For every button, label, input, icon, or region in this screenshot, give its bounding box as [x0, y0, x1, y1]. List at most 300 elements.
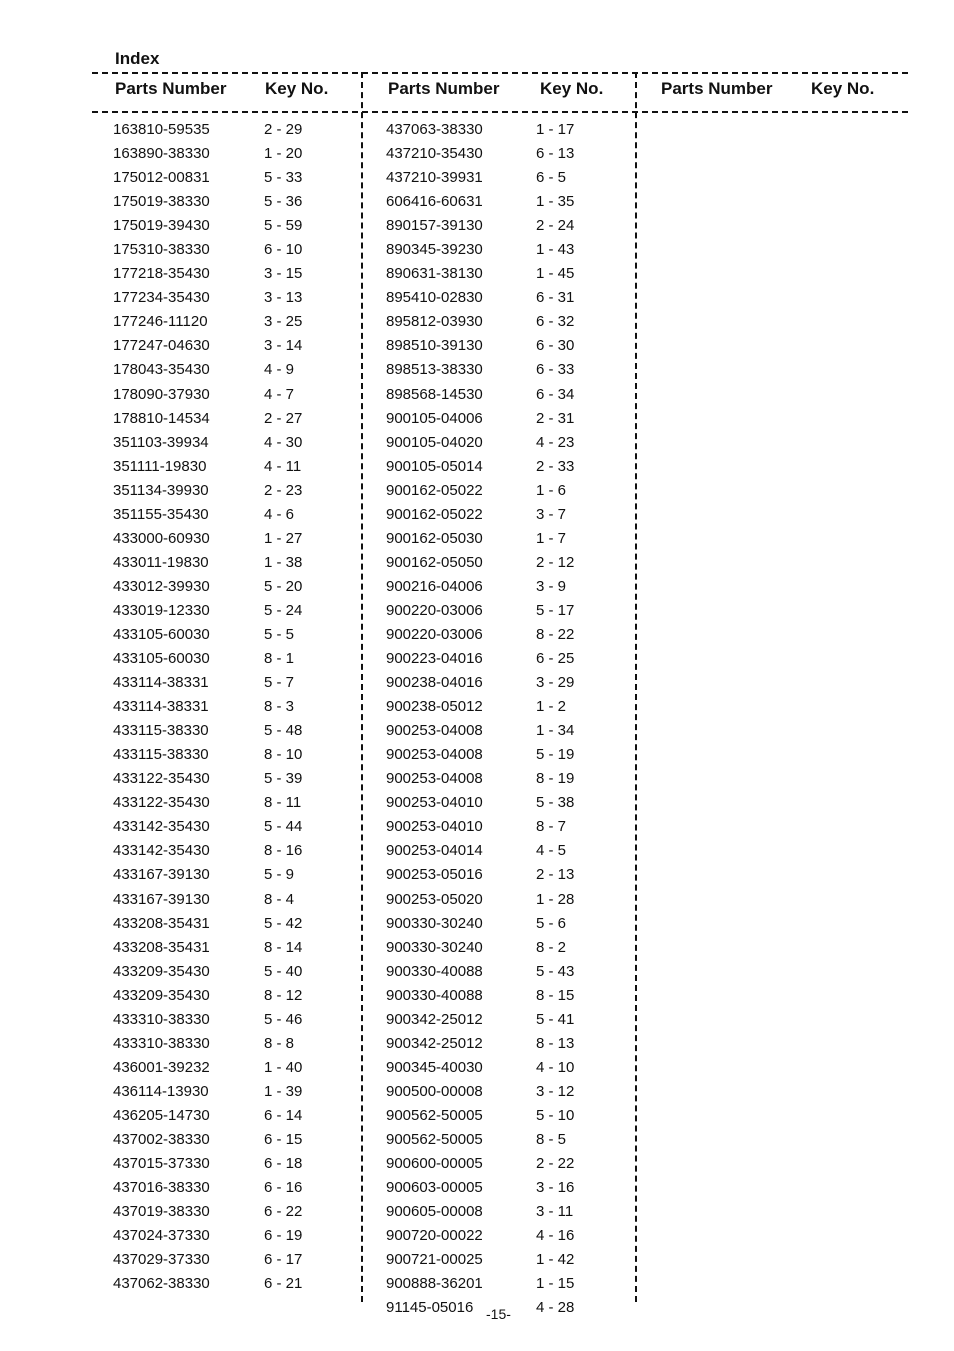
parts-number: 890345-39230 [386, 241, 483, 259]
parts-number: 900253-04008 [386, 746, 483, 764]
parts-number: 175012-00831 [113, 169, 210, 187]
table-row [113, 264, 353, 288]
key-no: 4 - 28 [536, 1299, 575, 1317]
table-row [386, 336, 626, 360]
table-row [386, 409, 626, 433]
key-no: 2 - 13 [536, 866, 575, 884]
table-row [386, 1274, 626, 1298]
parts-number: 900888-36201 [386, 1275, 483, 1293]
parts-number: 91145-05016 [386, 1299, 474, 1317]
parts-number: 433115-38330 [113, 722, 209, 740]
table-row [386, 697, 626, 721]
parts-number: 175019-38330 [113, 193, 210, 211]
table-row [113, 433, 353, 457]
parts-number: 163810-59535 [113, 121, 210, 138]
table-row [113, 697, 353, 721]
key-no: 5 - 10 [536, 1106, 575, 1124]
parts-number: 900162-05022 [386, 481, 483, 499]
parts-number: 900253-04010 [386, 794, 483, 812]
key-no: 5 - 20 [264, 577, 303, 595]
parts-number: 163890-38330 [113, 145, 210, 163]
table-row [113, 1130, 353, 1154]
table-row [113, 817, 353, 841]
table-row [386, 240, 626, 264]
table-row [113, 1178, 353, 1202]
key-no: 4 - 7 [264, 385, 295, 403]
parts-number: 900253-05020 [386, 890, 483, 908]
table-row [113, 649, 353, 673]
key-no: 6 - 15 [264, 1130, 303, 1148]
table-row [386, 625, 626, 649]
parts-number: 433310-38330 [113, 1010, 210, 1028]
table-row [386, 962, 626, 986]
table-row [113, 529, 353, 553]
parts-number: 437210-35430 [386, 145, 483, 163]
key-no: 5 - 42 [264, 914, 303, 932]
parts-number: 900105-04020 [386, 433, 483, 451]
key-no: 1 - 15 [536, 1275, 575, 1293]
key-no: 1 - 20 [264, 145, 303, 163]
key-no: 6 - 21 [264, 1275, 303, 1293]
parts-number: 900342-25012 [386, 1034, 483, 1052]
table-row [113, 385, 353, 409]
col3-key-no-header: Key No. [811, 79, 875, 98]
key-no: 1 - 6 [536, 481, 567, 499]
table-row [386, 1106, 626, 1130]
parts-number: 900216-04006 [386, 577, 483, 595]
parts-number: 433105-60030 [113, 650, 210, 668]
table-row [386, 1130, 626, 1154]
parts-number: 900603-00005 [386, 1179, 483, 1197]
key-no: 4 - 10 [536, 1058, 575, 1076]
header-top-rule [92, 72, 908, 74]
parts-number: 433122-35430 [113, 794, 210, 812]
key-no: 4 - 11 [264, 457, 302, 475]
parts-number: 900562-50005 [386, 1130, 483, 1148]
key-no: 5 - 38 [536, 794, 575, 812]
key-no: 6 - 30 [536, 337, 575, 355]
table-row [113, 841, 353, 865]
table-row [113, 986, 353, 1010]
table-row [386, 938, 626, 962]
parts-number: 433122-35430 [113, 770, 210, 788]
table-row [113, 914, 353, 938]
key-no: 5 - 59 [264, 217, 303, 235]
table-row [386, 817, 626, 841]
table-row [113, 120, 353, 144]
table-row [386, 841, 626, 865]
table-row [386, 120, 626, 144]
parts-number: 900253-04008 [386, 722, 483, 740]
table-row [386, 649, 626, 673]
key-no: 3 - 14 [264, 337, 303, 355]
key-no: 8 - 1 [264, 650, 295, 668]
key-no: 3 - 13 [264, 289, 303, 307]
table-row [386, 1226, 626, 1250]
table-row [113, 673, 353, 697]
parts-number: 175019-39430 [113, 217, 210, 235]
key-no: 2 - 12 [536, 553, 575, 571]
parts-number: 351103-39934 [113, 433, 209, 451]
parts-number: 177234-35430 [113, 289, 210, 307]
parts-number: 433208-35431 [113, 914, 210, 932]
table-row [113, 962, 353, 986]
table-row [113, 336, 353, 360]
key-no: 6 - 5 [536, 169, 567, 187]
table-row [113, 312, 353, 336]
table-row [113, 890, 353, 914]
key-no: 6 - 17 [264, 1251, 303, 1269]
table-row [386, 192, 626, 216]
col2-key-no-header: Key No. [540, 79, 604, 98]
parts-number: 895812-03930 [386, 313, 483, 331]
table-row [386, 914, 626, 938]
table-row [386, 673, 626, 697]
parts-number: 900162-05030 [386, 529, 483, 547]
parts-number: 433310-38330 [113, 1034, 210, 1052]
key-no: 1 - 7 [536, 529, 567, 547]
key-no: 6 - 22 [264, 1203, 303, 1221]
parts-number: 433208-35431 [113, 938, 210, 956]
parts-number: 433142-35430 [113, 842, 210, 860]
index-title: Index [115, 49, 160, 68]
table-row [386, 745, 626, 769]
key-no: 2 - 29 [264, 121, 303, 138]
table-row [386, 1154, 626, 1178]
key-no: 3 - 15 [264, 265, 303, 283]
table-row [113, 1226, 353, 1250]
parts-number: 437016-38330 [113, 1179, 210, 1197]
parts-number: 900342-25012 [386, 1010, 483, 1028]
table-row [386, 385, 626, 409]
table-row [113, 505, 353, 529]
key-no: 1 - 43 [536, 241, 575, 259]
table-row [113, 601, 353, 625]
table-row [113, 1082, 353, 1106]
key-no: 6 - 34 [536, 385, 575, 403]
key-no: 2 - 27 [264, 409, 303, 427]
table-row [113, 721, 353, 745]
parts-number: 437210-39931 [386, 169, 483, 187]
parts-number: 900253-04014 [386, 842, 483, 860]
parts-number: 895410-02830 [386, 289, 483, 307]
parts-number: 351111-19830 [113, 457, 207, 475]
parts-number: 900253-04008 [386, 770, 483, 788]
key-no: 5 - 40 [264, 962, 303, 980]
parts-number: 900330-40088 [386, 962, 483, 980]
parts-column-2 [386, 120, 626, 1322]
parts-number: 900605-00008 [386, 1203, 483, 1221]
key-no: 1 - 45 [536, 265, 575, 283]
table-row [386, 1202, 626, 1226]
key-no: 1 - 39 [264, 1082, 303, 1100]
parts-number: 606416-60631 [386, 193, 483, 211]
parts-number: 900345-40030 [386, 1058, 483, 1076]
parts-number: 900162-05050 [386, 553, 483, 571]
parts-number: 900330-30240 [386, 914, 483, 932]
key-no: 5 - 36 [264, 193, 303, 211]
parts-number: 898568-14530 [386, 385, 483, 403]
table-row [386, 1034, 626, 1058]
parts-number: 437015-37330 [113, 1155, 210, 1173]
table-row [113, 288, 353, 312]
table-row [386, 360, 626, 384]
table-row [113, 1010, 353, 1034]
parts-number: 900253-04010 [386, 818, 483, 836]
table-row [386, 890, 626, 914]
key-no: 2 - 23 [264, 481, 303, 499]
table-row [386, 264, 626, 288]
key-no: 6 - 31 [536, 289, 575, 307]
parts-number: 433114-38331 [113, 674, 209, 692]
key-no: 5 - 46 [264, 1010, 303, 1028]
table-row [386, 481, 626, 505]
parts-number: 900330-40088 [386, 986, 483, 1004]
parts-number: 900562-50005 [386, 1106, 483, 1124]
parts-number: 177218-35430 [113, 265, 210, 283]
parts-number: 178043-35430 [113, 361, 210, 379]
table-row [113, 1034, 353, 1058]
table-row [386, 168, 626, 192]
table-row [386, 721, 626, 745]
key-no: 8 - 22 [536, 625, 575, 643]
table-row [386, 433, 626, 457]
table-row [113, 577, 353, 601]
parts-number: 433012-39930 [113, 577, 210, 595]
table-row [386, 312, 626, 336]
key-no: 2 - 22 [536, 1155, 575, 1173]
parts-number: 900105-05014 [386, 457, 483, 475]
table-row [386, 986, 626, 1010]
key-no: 8 - 7 [536, 818, 567, 836]
key-no: 1 - 2 [536, 698, 567, 716]
parts-number: 900220-03006 [386, 625, 483, 643]
key-no: 4 - 6 [264, 505, 295, 523]
table-row [113, 192, 353, 216]
key-no: 1 - 35 [536, 193, 575, 211]
parts-number: 437062-38330 [113, 1275, 210, 1293]
parts-number: 900238-04016 [386, 674, 483, 692]
key-no: 8 - 12 [264, 986, 303, 1004]
key-no: 5 - 33 [264, 169, 303, 187]
table-row [113, 625, 353, 649]
header-bottom-rule [92, 111, 908, 113]
key-no: 1 - 42 [536, 1251, 575, 1269]
table-row [113, 865, 353, 889]
key-no: 8 - 10 [264, 746, 303, 764]
table-row [386, 793, 626, 817]
parts-number: 178090-37930 [113, 385, 210, 403]
table-row [113, 240, 353, 264]
parts-number: 433142-35430 [113, 818, 210, 836]
table-row [113, 745, 353, 769]
key-no: 8 - 4 [264, 890, 295, 908]
parts-number: 433114-38331 [113, 698, 209, 716]
table-row [113, 144, 353, 168]
key-no: 3 - 7 [536, 505, 567, 523]
table-row [113, 360, 353, 384]
key-no: 1 - 27 [264, 529, 303, 547]
col2-parts-number-header: Parts Number [388, 79, 500, 98]
key-no: 8 - 11 [264, 794, 302, 812]
parts-number: 436114-13930 [113, 1082, 209, 1100]
parts-number: 900220-03006 [386, 601, 483, 619]
key-no: 2 - 24 [536, 217, 575, 235]
parts-number: 437002-38330 [113, 1130, 210, 1148]
table-row [386, 1082, 626, 1106]
col3-parts-number-header: Parts Number [661, 79, 773, 98]
key-no: 8 - 5 [536, 1130, 567, 1148]
parts-number: 433167-39130 [113, 866, 210, 884]
table-row [113, 769, 353, 793]
key-no: 5 - 19 [536, 746, 575, 764]
parts-number: 900720-00022 [386, 1227, 483, 1245]
page-number: -15- [486, 1306, 511, 1322]
key-no: 4 - 9 [264, 361, 295, 379]
key-no: 8 - 13 [536, 1034, 575, 1052]
key-no: 4 - 16 [536, 1227, 575, 1245]
parts-number: 898513-38330 [386, 361, 483, 379]
parts-number: 900600-00005 [386, 1155, 483, 1173]
parts-number: 178810-14534 [113, 409, 210, 427]
key-no: 1 - 34 [536, 722, 575, 740]
key-no: 6 - 32 [536, 313, 575, 331]
key-no: 5 - 7 [264, 674, 295, 692]
parts-number: 433105-60030 [113, 625, 210, 643]
key-no: 8 - 2 [536, 938, 567, 956]
key-no: 5 - 17 [536, 601, 575, 619]
parts-number: 900721-00025 [386, 1251, 483, 1269]
table-row [113, 1250, 353, 1274]
table-row [386, 1010, 626, 1034]
parts-number: 890631-38130 [386, 265, 483, 283]
key-no: 1 - 40 [264, 1058, 303, 1076]
parts-number: 900238-05012 [386, 698, 483, 716]
key-no: 3 - 29 [536, 674, 575, 692]
parts-number: 436001-39232 [113, 1058, 210, 1076]
parts-number: 900162-05022 [386, 505, 483, 523]
key-no: 8 - 15 [536, 986, 575, 1004]
key-no: 6 - 13 [536, 145, 575, 163]
key-no: 5 - 48 [264, 722, 303, 740]
key-no: 5 - 24 [264, 601, 303, 619]
col1-key-no-header: Key No. [265, 79, 329, 98]
parts-number: 175310-38330 [113, 241, 210, 259]
table-row [113, 553, 353, 577]
parts-number: 436205-14730 [113, 1106, 210, 1124]
table-row [113, 1058, 353, 1082]
parts-number: 433011-19830 [113, 553, 209, 571]
table-row [386, 1250, 626, 1274]
key-no: 8 - 3 [264, 698, 295, 716]
key-no: 2 - 31 [536, 409, 575, 427]
parts-number: 177246-11120 [113, 313, 208, 331]
parts-column-1 [113, 120, 353, 1298]
parts-number: 433000-60930 [113, 529, 210, 547]
table-row [386, 505, 626, 529]
key-no: 8 - 19 [536, 770, 575, 788]
table-row [113, 793, 353, 817]
table-row [386, 1058, 626, 1082]
parts-number: 433209-35430 [113, 962, 210, 980]
key-no: 6 - 14 [264, 1106, 303, 1124]
table-row [113, 481, 353, 505]
parts-number: 898510-39130 [386, 337, 483, 355]
key-no: 3 - 16 [536, 1179, 575, 1197]
parts-number: 437063-38330 [386, 121, 483, 138]
key-no: 6 - 25 [536, 650, 575, 668]
parts-number: 890157-39130 [386, 217, 483, 235]
col1-parts-number-header: Parts Number [115, 79, 227, 98]
key-no: 5 - 5 [264, 625, 295, 643]
table-row [386, 144, 626, 168]
parts-number: 437029-37330 [113, 1251, 210, 1269]
key-no: 5 - 39 [264, 770, 303, 788]
key-no: 1 - 17 [536, 121, 575, 138]
key-no: 6 - 18 [264, 1155, 303, 1173]
parts-number: 433209-35430 [113, 986, 210, 1004]
key-no: 6 - 10 [264, 241, 303, 259]
table-row [113, 1274, 353, 1298]
parts-number: 433167-39130 [113, 890, 210, 908]
key-no: 5 - 43 [536, 962, 575, 980]
key-no: 6 - 19 [264, 1227, 303, 1245]
key-no: 3 - 25 [264, 313, 303, 331]
key-no: 5 - 9 [264, 866, 295, 884]
key-no: 1 - 38 [264, 553, 303, 571]
column-divider-2 [635, 72, 637, 1302]
key-no: 8 - 8 [264, 1034, 295, 1052]
table-row [113, 216, 353, 240]
table-row [113, 1106, 353, 1130]
parts-number: 437024-37330 [113, 1227, 210, 1245]
key-no: 1 - 28 [536, 890, 575, 908]
key-no: 2 - 33 [536, 457, 575, 475]
key-no: 6 - 33 [536, 361, 575, 379]
key-no: 4 - 5 [536, 842, 567, 860]
parts-number: 177247-04630 [113, 337, 210, 355]
table-row [113, 938, 353, 962]
table-row [386, 577, 626, 601]
table-row [386, 865, 626, 889]
parts-number: 900330-30240 [386, 938, 483, 956]
key-no: 8 - 14 [264, 938, 303, 956]
parts-number: 900105-04006 [386, 409, 483, 427]
parts-number: 900500-00008 [386, 1082, 483, 1100]
parts-number: 351155-35430 [113, 505, 209, 523]
key-no: 5 - 41 [536, 1010, 575, 1028]
column-divider-1 [361, 72, 363, 1302]
key-no: 3 - 12 [536, 1082, 575, 1100]
key-no: 8 - 16 [264, 842, 303, 860]
key-no: 5 - 6 [536, 914, 567, 932]
table-row [386, 1178, 626, 1202]
table-row [113, 1202, 353, 1226]
table-row [386, 216, 626, 240]
table-row [386, 288, 626, 312]
table-row [386, 457, 626, 481]
key-no: 3 - 9 [536, 577, 567, 595]
table-row [113, 409, 353, 433]
key-no: 4 - 30 [264, 433, 303, 451]
table-row [386, 553, 626, 577]
key-no: 3 - 11 [536, 1203, 574, 1221]
table-row [386, 529, 626, 553]
parts-number: 900253-05016 [386, 866, 483, 884]
table-row [386, 769, 626, 793]
parts-number: 437019-38330 [113, 1203, 210, 1221]
key-no: 4 - 23 [536, 433, 575, 451]
